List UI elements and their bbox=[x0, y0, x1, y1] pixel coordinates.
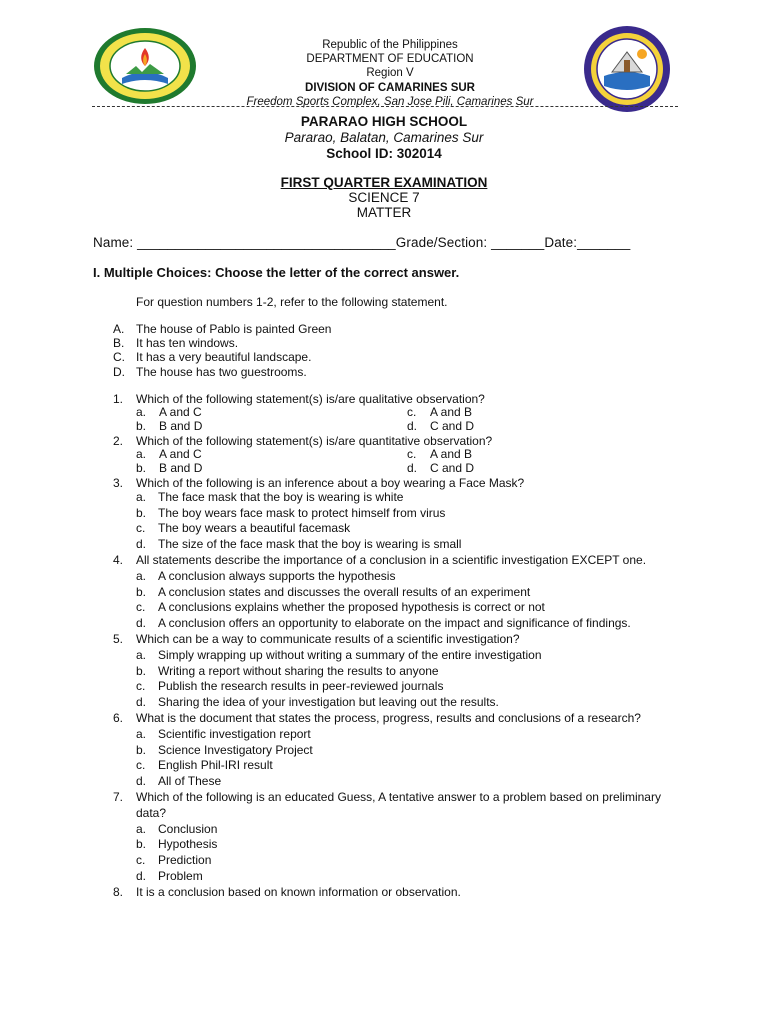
option-c[interactable] bbox=[136, 853, 683, 869]
deped-header bbox=[200, 38, 580, 109]
question-3 bbox=[113, 476, 683, 490]
option-letter: b. bbox=[136, 742, 147, 757]
question-6-options bbox=[113, 727, 683, 790]
student-info-line[interactable]: Name: __________________________________Grade/Section: _______Date:_______ bbox=[93, 235, 631, 250]
region-line: Region V bbox=[366, 67, 414, 80]
option-letter: b. bbox=[136, 837, 147, 852]
exam-subject: SCIENCE 7 bbox=[348, 190, 420, 205]
option-text: A conclusion offers an opportunity to elaborate on the impact and significance of findings. bbox=[158, 616, 631, 631]
option-letter: b. bbox=[136, 460, 147, 475]
option-letter: b. bbox=[136, 505, 147, 520]
option-a[interactable] bbox=[136, 648, 683, 664]
option-text: The boy wears face mask to protect himself from virus bbox=[158, 505, 446, 520]
option-text: B and D bbox=[159, 460, 203, 475]
option-c[interactable] bbox=[407, 406, 678, 420]
option-text: Prediction bbox=[158, 853, 212, 868]
option-letter: d. bbox=[136, 774, 147, 789]
question-number: 1. bbox=[113, 392, 124, 406]
option-c[interactable] bbox=[136, 521, 683, 537]
statement-text: The house has two guestrooms. bbox=[136, 364, 307, 379]
option-letter: d. bbox=[136, 616, 147, 631]
option-text: The boy wears a beautiful facemask bbox=[158, 521, 351, 536]
question-5 bbox=[113, 632, 683, 648]
option-text: A conclusion always supports the hypothesis bbox=[158, 568, 396, 583]
question-text: Which of the following is an inference about a boy wearing a Face Mask? bbox=[136, 475, 525, 490]
question-number: 8. bbox=[113, 884, 124, 899]
option-letter: b. bbox=[136, 584, 147, 599]
department-line: DEPARTMENT OF EDUCATION bbox=[306, 53, 474, 66]
statement-list bbox=[113, 322, 331, 379]
option-d[interactable] bbox=[136, 537, 683, 553]
option-c[interactable] bbox=[136, 600, 683, 616]
exam-topic: MATTER bbox=[356, 205, 412, 220]
division-address-line: Freedom Sports Complex, San Jose Pili, Camarines Sur bbox=[246, 95, 534, 108]
section-instruction: For question numbers 1-2, refer to the following statement. bbox=[136, 295, 448, 309]
option-c[interactable] bbox=[136, 758, 683, 774]
question-number: 6. bbox=[113, 710, 124, 725]
question-text: Which of the following statement(s) is/are quantitative observation? bbox=[136, 433, 493, 448]
option-letter: c. bbox=[136, 853, 146, 868]
option-text: The size of the face mask that the boy is wearing is small bbox=[158, 537, 462, 552]
option-letter: a. bbox=[136, 726, 147, 741]
question-1-options bbox=[113, 406, 683, 434]
option-text: Scientific investigation report bbox=[158, 726, 311, 741]
option-text: A conclusions explains whether the proposed hypothesis is correct or not bbox=[158, 600, 545, 615]
option-letter: d. bbox=[407, 419, 418, 433]
option-letter: a. bbox=[136, 405, 147, 420]
question-6 bbox=[113, 711, 683, 727]
option-text: C and D bbox=[430, 460, 475, 475]
statement-letter: B. bbox=[113, 336, 125, 351]
option-text: The face mask that the boy is wearing is white bbox=[158, 489, 404, 504]
option-text: English Phil-IRI result bbox=[158, 758, 273, 773]
option-d[interactable] bbox=[136, 695, 683, 711]
question-2 bbox=[113, 434, 683, 448]
option-text: Conclusion bbox=[158, 821, 218, 836]
option-text: C and D bbox=[430, 419, 475, 433]
question-4 bbox=[113, 553, 683, 569]
option-letter: a. bbox=[136, 447, 147, 461]
option-c[interactable] bbox=[407, 448, 678, 462]
question-4-options bbox=[113, 569, 683, 632]
option-c[interactable] bbox=[136, 679, 683, 695]
list-item bbox=[113, 322, 331, 336]
option-letter: b. bbox=[136, 663, 147, 678]
division-line: DIVISION OF CAMARINES SUR bbox=[305, 81, 475, 94]
option-letter: c. bbox=[407, 405, 417, 420]
option-a[interactable] bbox=[136, 448, 407, 462]
option-b[interactable] bbox=[136, 506, 683, 522]
option-b[interactable] bbox=[136, 420, 407, 434]
list-item bbox=[113, 350, 331, 364]
question-text: All statements describe the importance of a conclusion in a scientific investigation EXCEPT one. bbox=[136, 552, 647, 567]
option-b[interactable] bbox=[136, 462, 407, 476]
option-text: A and C bbox=[159, 405, 202, 420]
option-letter: c. bbox=[407, 447, 417, 461]
option-d[interactable] bbox=[136, 774, 683, 790]
exam-title: FIRST QUARTER EXAMINATION bbox=[280, 175, 488, 190]
section-title: I. Multiple Choices: Choose the letter of the correct answer. bbox=[93, 265, 460, 280]
question-8 bbox=[113, 885, 683, 901]
question-number: 3. bbox=[113, 475, 124, 490]
option-d[interactable] bbox=[407, 462, 678, 476]
option-text: A and B bbox=[430, 405, 473, 420]
question-text: Which of the following statement(s) is/are qualitative observation? bbox=[136, 392, 485, 406]
question-text: It is a conclusion based on known information or observation. bbox=[136, 884, 461, 899]
option-letter: c. bbox=[136, 758, 146, 773]
question-number: 2. bbox=[113, 433, 124, 448]
statement-text: It has a very beautiful landscape. bbox=[136, 350, 312, 365]
question-list bbox=[113, 392, 683, 901]
option-a[interactable] bbox=[136, 490, 683, 506]
statement-letter: A. bbox=[113, 322, 125, 336]
option-letter: a. bbox=[136, 821, 147, 836]
question-text: Which can be a way to communicate results of a scientific investigation? bbox=[136, 631, 520, 646]
exam-info bbox=[150, 175, 618, 220]
question-number: 4. bbox=[113, 552, 124, 567]
option-letter: d. bbox=[136, 537, 147, 552]
list-item bbox=[113, 365, 331, 379]
option-a[interactable] bbox=[136, 822, 683, 838]
option-letter: b. bbox=[136, 419, 147, 433]
option-letter: a. bbox=[136, 489, 147, 504]
option-a[interactable] bbox=[136, 569, 683, 585]
option-letter: d. bbox=[136, 868, 147, 883]
option-letter: a. bbox=[136, 647, 147, 662]
option-text: Publish the research results in peer-reviewed journals bbox=[158, 679, 444, 694]
option-letter: d. bbox=[136, 695, 147, 710]
option-letter: c. bbox=[136, 679, 146, 694]
option-a[interactable] bbox=[136, 406, 407, 420]
question-7 bbox=[113, 790, 683, 822]
option-b[interactable] bbox=[136, 664, 683, 680]
option-text: All of These bbox=[158, 774, 222, 789]
question-text: What is the document that states the process, progress, results and conclusions of a research? bbox=[136, 710, 641, 725]
question-number: 7. bbox=[113, 789, 124, 804]
statement-text: It has ten windows. bbox=[136, 336, 239, 351]
option-b[interactable] bbox=[136, 585, 683, 601]
question-3-options bbox=[113, 490, 683, 553]
question-7-options bbox=[113, 822, 683, 885]
question-5-options bbox=[113, 648, 683, 711]
statement-letter: C. bbox=[113, 350, 125, 365]
school-address: Pararao, Balatan, Camarines Sur bbox=[284, 130, 484, 145]
header-divider bbox=[92, 106, 678, 107]
republic-line: Republic of the Philippines bbox=[322, 39, 458, 51]
option-text: A conclusion states and discusses the overall results of an experiment bbox=[158, 584, 531, 599]
option-d[interactable] bbox=[136, 869, 683, 885]
option-b[interactable] bbox=[136, 743, 683, 759]
option-text: Science Investigatory Project bbox=[158, 742, 313, 757]
school-id: School ID: 302014 bbox=[326, 146, 442, 161]
option-text: Problem bbox=[158, 868, 203, 883]
option-letter: c. bbox=[136, 521, 146, 536]
option-text: B and D bbox=[159, 419, 203, 433]
option-letter: d. bbox=[407, 460, 418, 475]
option-text: Sharing the idea of your investigation but leaving out the results. bbox=[158, 695, 499, 710]
option-letter: c. bbox=[136, 600, 146, 615]
question-number: 5. bbox=[113, 631, 124, 646]
option-text: Simply wrapping up without writing a summary of the entire investigation bbox=[158, 647, 542, 662]
option-letter: a. bbox=[136, 568, 147, 583]
statement-letter: D. bbox=[113, 364, 125, 379]
statement-text: The house of Pablo is painted Green bbox=[136, 322, 332, 336]
option-text: Hypothesis bbox=[158, 837, 218, 852]
option-text: A and B bbox=[430, 447, 473, 461]
school-name: PARARAO HIGH SCHOOL bbox=[300, 114, 468, 129]
option-a[interactable] bbox=[136, 727, 683, 743]
school-seal-logo bbox=[582, 24, 672, 114]
question-text: Which of the following is an educated Guess, A tentative answer to a problem based on preliminary data? bbox=[136, 789, 661, 820]
list-item bbox=[113, 336, 331, 350]
question-1 bbox=[113, 392, 683, 406]
division-seal-logo bbox=[92, 26, 198, 106]
option-d[interactable] bbox=[407, 420, 678, 434]
option-d[interactable] bbox=[136, 616, 683, 632]
option-b[interactable] bbox=[136, 837, 683, 853]
school-info bbox=[150, 114, 618, 162]
option-text: Writing a report without sharing the results to anyone bbox=[158, 663, 439, 678]
question-2-options bbox=[113, 448, 683, 476]
option-text: A and C bbox=[159, 447, 202, 461]
